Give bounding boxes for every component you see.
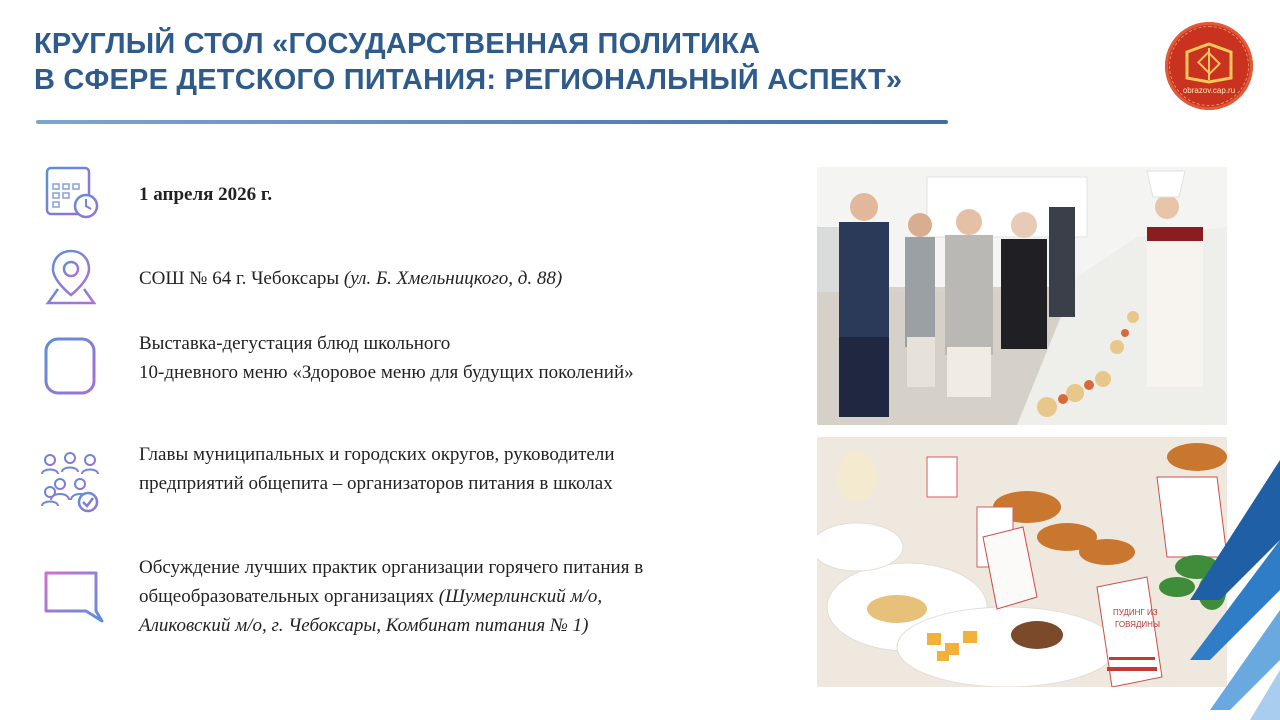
calendar-clock-icon <box>38 160 104 226</box>
map-pin-icon <box>38 245 104 311</box>
title-divider <box>36 120 948 124</box>
exhibition-description <box>139 329 779 387</box>
title-line-2: В СФЕРЕ ДЕТСКОГО ПИТАНИЯ: РЕГИОНАЛЬНЫЙ АСПЕКТ» <box>34 64 903 96</box>
participants-line-2: предприятий общепита – организаторов питания в школах <box>139 473 613 494</box>
page-title <box>34 26 1034 98</box>
event-date-text: 1 апреля 2026 г. <box>139 184 273 205</box>
discussion-line-2-italic: (Шумерлинский м/о, <box>438 586 603 607</box>
photo-canteen-visit-scene <box>817 167 1227 425</box>
participants-description <box>139 440 779 498</box>
event-place-address: (ул. Б. Хмельницкого, д. 88) <box>343 268 563 289</box>
event-place-text: СОШ № 64 г. Чебоксары <box>139 268 344 289</box>
chat-message-icon <box>38 565 104 631</box>
title-line-1: КРУГЛЫЙ СТОЛ «ГОСУДАРСТВЕННАЯ ПОЛИТИКА <box>34 28 761 60</box>
svg-text:ГОВЯДИНЫ: ГОВЯДИНЫ <box>1115 620 1160 629</box>
logo-url: obrazov.cap.ru <box>1182 86 1236 95</box>
organization-logo <box>1165 22 1253 110</box>
discussion-description <box>139 553 779 640</box>
event-date <box>139 180 779 209</box>
photo-canteen-visit <box>817 167 1227 425</box>
discussion-line-2: общеобразовательных организациях <box>139 586 439 607</box>
event-place <box>139 264 779 293</box>
decorative-corner-stripes <box>1130 420 1280 720</box>
discussion-line-1: Обсуждение лучших практик организации горячего питания в <box>139 557 644 578</box>
discussion-line-3-italic: Аликовский м/о, г. Чебоксары, Комбинат питания № 1) <box>139 615 589 636</box>
exhibition-line-2: 10-дневного меню «Здоровое меню для будущих поколений» <box>139 362 634 383</box>
people-group-icon <box>38 448 104 514</box>
photo-card-label: ПУДИНГ ИЗ <box>1113 608 1158 617</box>
participants-line-1: Главы муниципальных и городских округов, руководители <box>139 444 615 465</box>
logo-emblem <box>1165 22 1253 110</box>
document-list-icon <box>38 333 104 399</box>
exhibition-line-1: Выставка-дегустация блюд школьного <box>139 333 451 354</box>
